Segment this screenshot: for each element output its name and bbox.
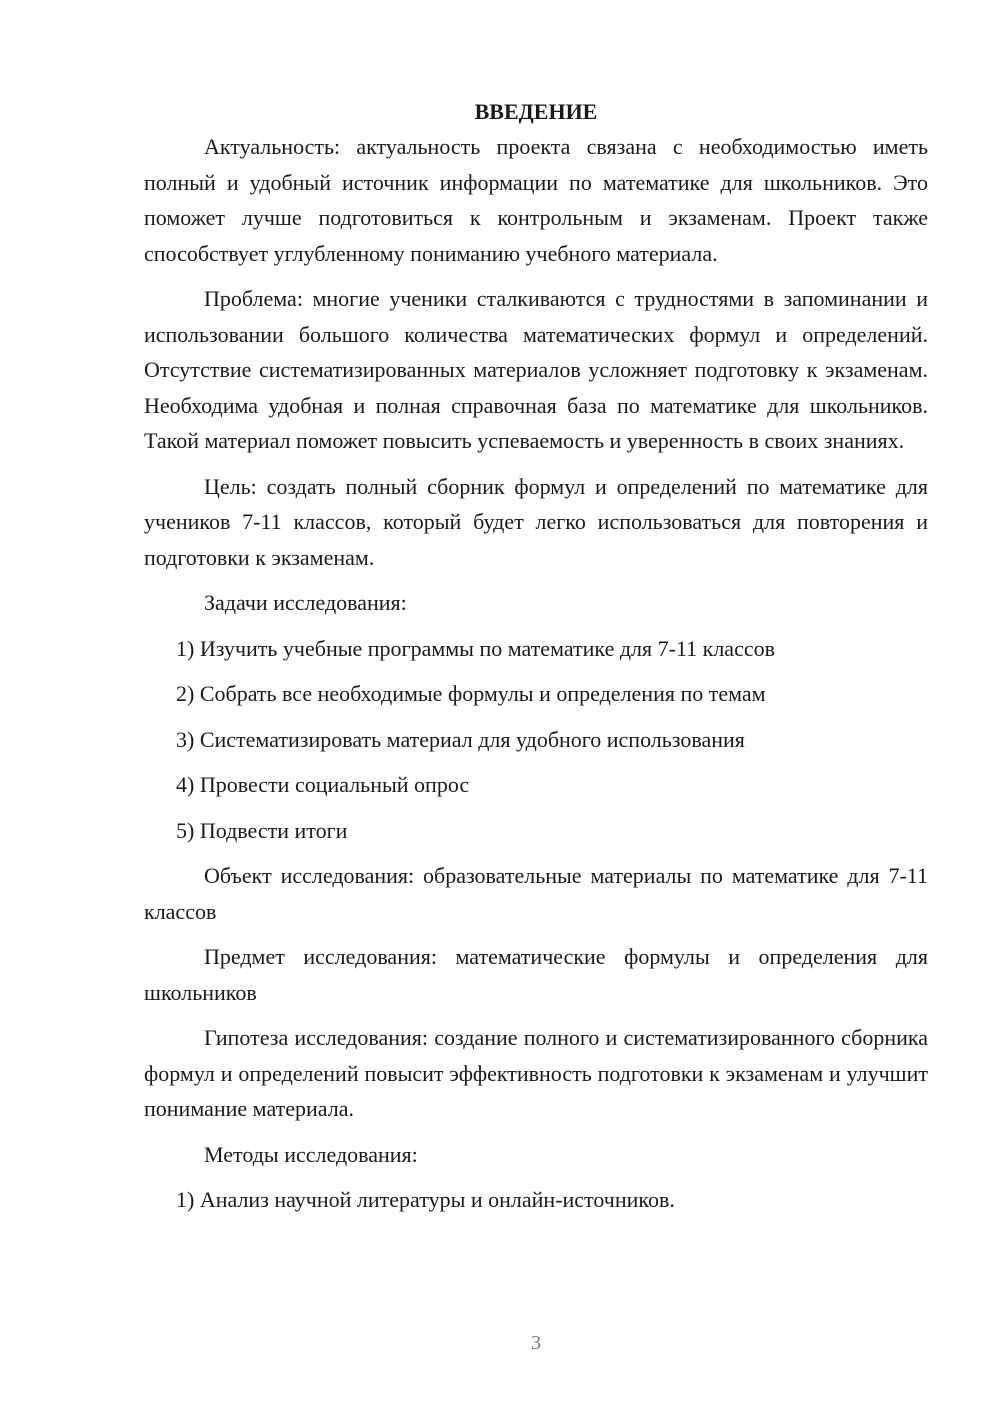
- list-item: 2) Собрать все необходимые формулы и определения по темам: [176, 681, 766, 706]
- list-item: 5) Подвести итоги: [176, 817, 348, 843]
- object-paragraph: Объект исследования: образовательные материалы по математике для 7-11 классов: [144, 863, 928, 924]
- subject-paragraph: Предмет исследования: математические формулы и определения для школьников: [144, 944, 928, 1005]
- list-item: 3) Систематизировать материал для удобного использования: [176, 726, 745, 752]
- list-item: 1) Изучить учебные программы по математике для 7-11 классов: [176, 635, 775, 661]
- page-number: 3: [531, 1332, 541, 1354]
- document-page: [144, 94, 928, 1228]
- problem-paragraph: Проблема: многие ученики сталкиваются с трудностями в запоминании и использовании большого количества математических формул и определений. Отсутствие систематизированных материалов усложняет подготовку к экзаменам. Необходима удобная и полная справочная база по математике для школьников. Такой материал поможет повысить успеваемость и уверенность в своих знаниях.: [144, 286, 928, 453]
- tasks-heading: Задачи исследования:: [204, 590, 407, 615]
- methods-heading: Методы исследования:: [204, 1141, 418, 1167]
- hypothesis-paragraph: Гипотеза исследования: создание полного и систематизированного сборника формул и определений повысит эффективность подготовки к экзаменам и улучшит понимание материала.: [144, 1025, 928, 1121]
- goal-paragraph: Цель: создать полный сборник формул и определений по математике для учеников 7-11 классов, который будет легко использоваться для повторения и подготовки к экзаменам.: [144, 473, 928, 570]
- tasks-list: [144, 631, 928, 849]
- list-item: 4) Провести социальный опрос: [176, 772, 470, 797]
- methods-list: [144, 1182, 928, 1218]
- relevance-paragraph: Актуальность: актуальность проекта связана с необходимостью иметь полный и удобный источник информации по математике для школьников. Это поможет лучше подготовиться к контрольным и экзаменам. Проект также способствует углубленному пониманию учебного материала.: [144, 134, 928, 266]
- section-title: ВВЕДЕНИЕ: [474, 99, 598, 124]
- list-item: 1) Анализ научной литературы и онлайн-источников.: [176, 1187, 675, 1212]
